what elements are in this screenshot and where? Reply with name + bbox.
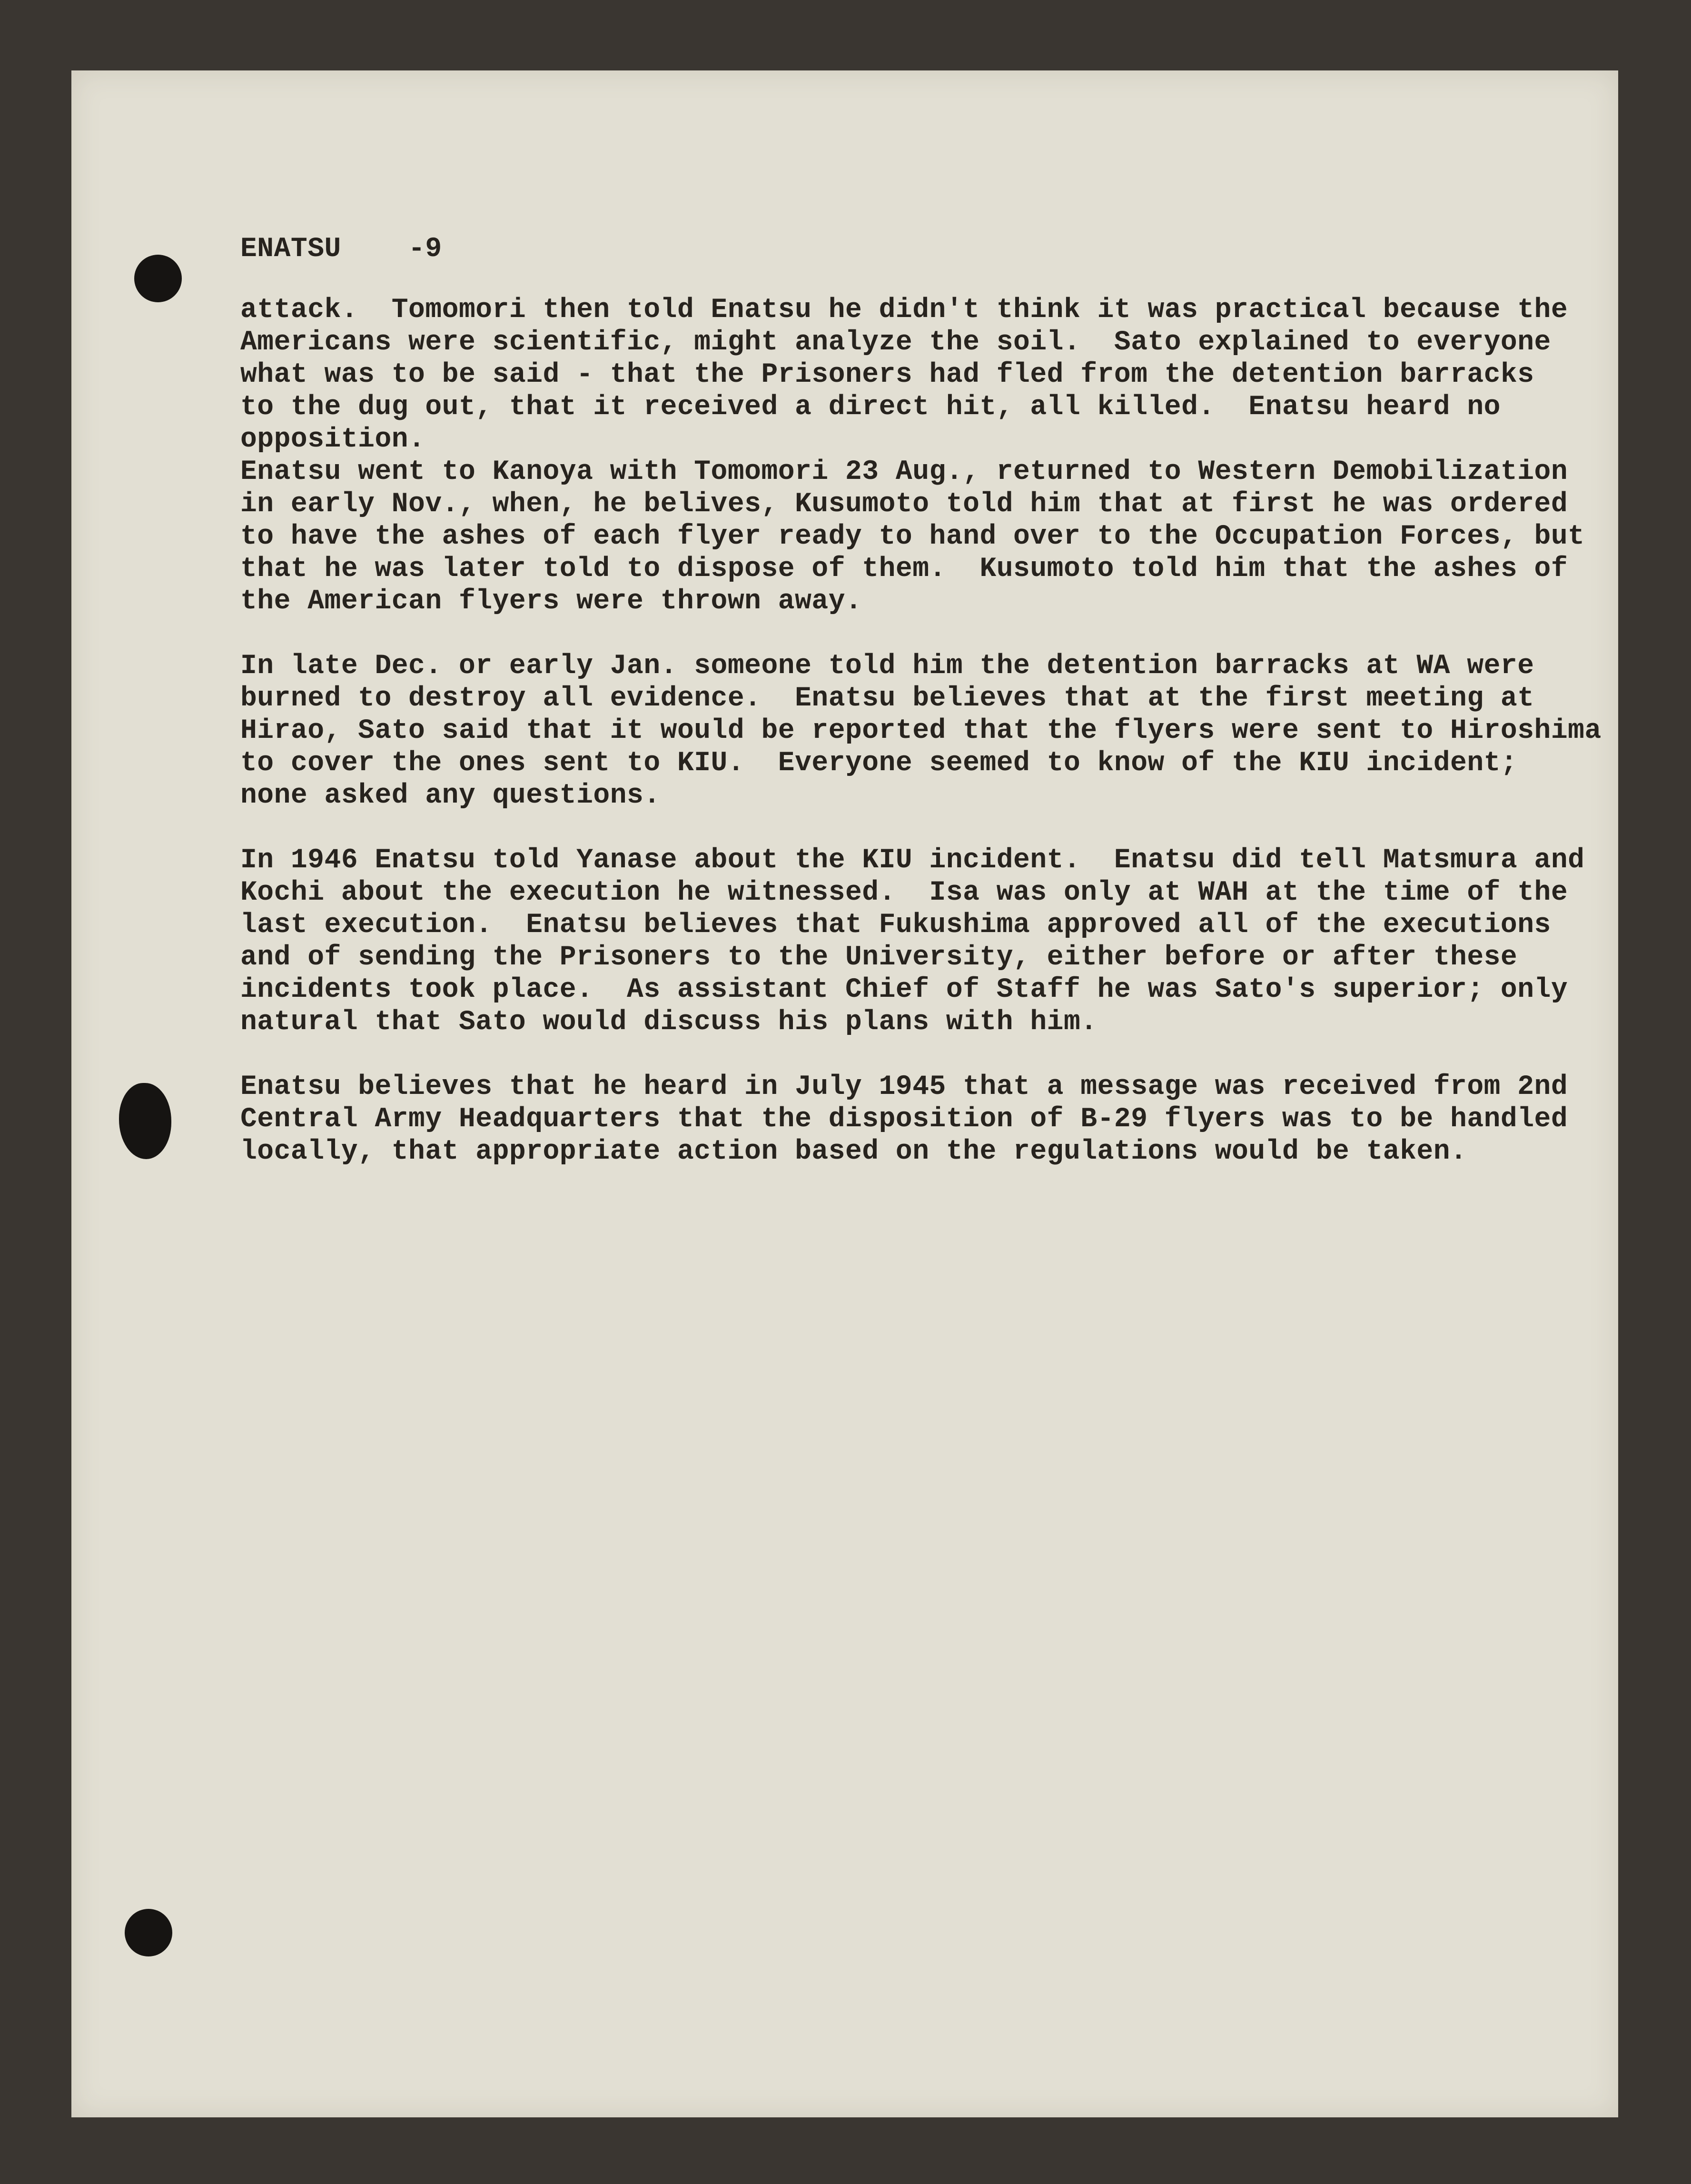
paragraph: Enatsu went to Kanoya with Tomomori 23 Aug., returned to Western Demobilization in early Nov., when, he belives, Kusumoto told him that at first he was ordered to have the ashes of each flyer ready to hand over to the Occupation Forces, but that he was later told to dispose of them. Kusumoto told him that the ashes of the American flyers were thrown away. xyxy=(240,457,1585,617)
paragraph: In 1946 Enatsu told Yanase about the KIU incident. Enatsu did tell Matsmura and Kochi about the execution he witnessed. Isa was only at WAH at the time of the last execution. Enatsu believes that Fukushima approved all of the executions and of sending the Prisoners to the University, either before or after these incidents took place. As assistant Chief of Staff he was Sato's superior; only natural that Sato would discuss his plans with him. xyxy=(240,845,1585,1038)
page-header: ENATSU -9 xyxy=(240,234,442,265)
punch-hole-middle xyxy=(119,1083,171,1159)
punch-hole-bottom xyxy=(125,1909,172,1956)
paragraph: Enatsu believes that he heard in July 1945 that a message was received from 2nd Central Army Headquarters that the disposition of B-29 flyers was to be handled locally, that appropriate action based on the regulations would be taken. xyxy=(240,1072,1568,1167)
paragraph: attack. Tomomori then told Enatsu he didn't think it was practical because the Americans were scientific, might analyze the soil. Sato explained to everyone what was to be said - that the Prisoners had fled from the detention barracks to the dug out, that it received a direct hit, all killed. Enatsu heard no opposition. xyxy=(240,295,1568,455)
typed-document xyxy=(240,233,1602,1168)
paragraph: In late Dec. or early Jan. someone told him the detention barracks at WA were burned to destroy all evidence. Enatsu believes that at the first meeting at Hirao, Sato said that it would be reported that the flyers were sent to Hiroshima to cover the ones sent to KIU. Everyone seemed to know of the KIU incident; none asked any questions. xyxy=(240,651,1602,811)
punch-hole-top xyxy=(134,255,182,302)
